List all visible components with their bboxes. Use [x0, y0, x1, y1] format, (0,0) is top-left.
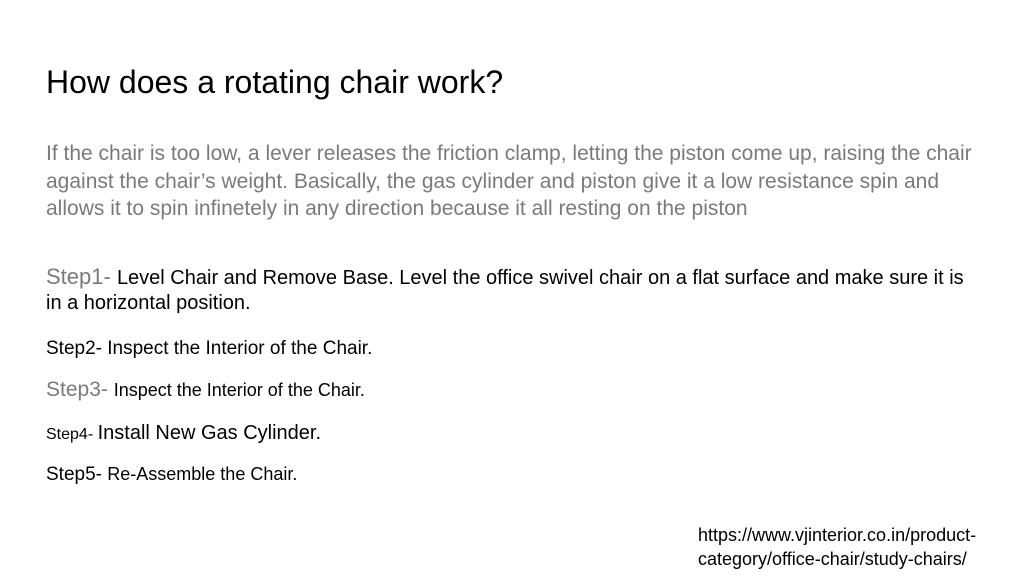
- step-1-text: Level Chair and Remove Base. Level the office swivel chair on a flat surface and make sure it is in a horizontal position.: [46, 267, 964, 314]
- step-1: [46, 264, 976, 316]
- step-3: [46, 377, 976, 403]
- step-2: [46, 337, 976, 361]
- step-5-text: Re-Assemble the Chair.: [107, 464, 298, 484]
- slide-title: How does a rotating chair work?: [46, 64, 504, 100]
- source-url-line-2: category/office-chair/study-chairs/: [698, 549, 967, 569]
- step-2-label: Step2-: [46, 338, 108, 359]
- step-1-label: Step1-: [46, 264, 117, 289]
- step-4: [46, 420, 976, 448]
- step-4-text: Install New Gas Cylinder.: [97, 422, 322, 444]
- step-4-label: Step4-: [46, 426, 98, 443]
- step-2-text: Inspect the Interior of the Chair.: [107, 338, 373, 359]
- source-url-line-1: https://www.vjinterior.co.in/product-: [698, 525, 977, 545]
- step-3-text: Inspect the Interior of the Chair.: [113, 380, 365, 400]
- intro-paragraph: If the chair is too low, a lever releases the friction clamp, letting the piston come up, raising the chair against the chair’s weight. Basically, the gas cylinder and piston give it a low resistance spin and allows it to spin infinetely in any direction because it all resting on the piston: [46, 142, 972, 220]
- step-5: [46, 461, 976, 488]
- step-5-label: Step5-: [46, 464, 108, 485]
- source-url: [698, 523, 1018, 571]
- step-3-label: Step3-: [46, 378, 114, 401]
